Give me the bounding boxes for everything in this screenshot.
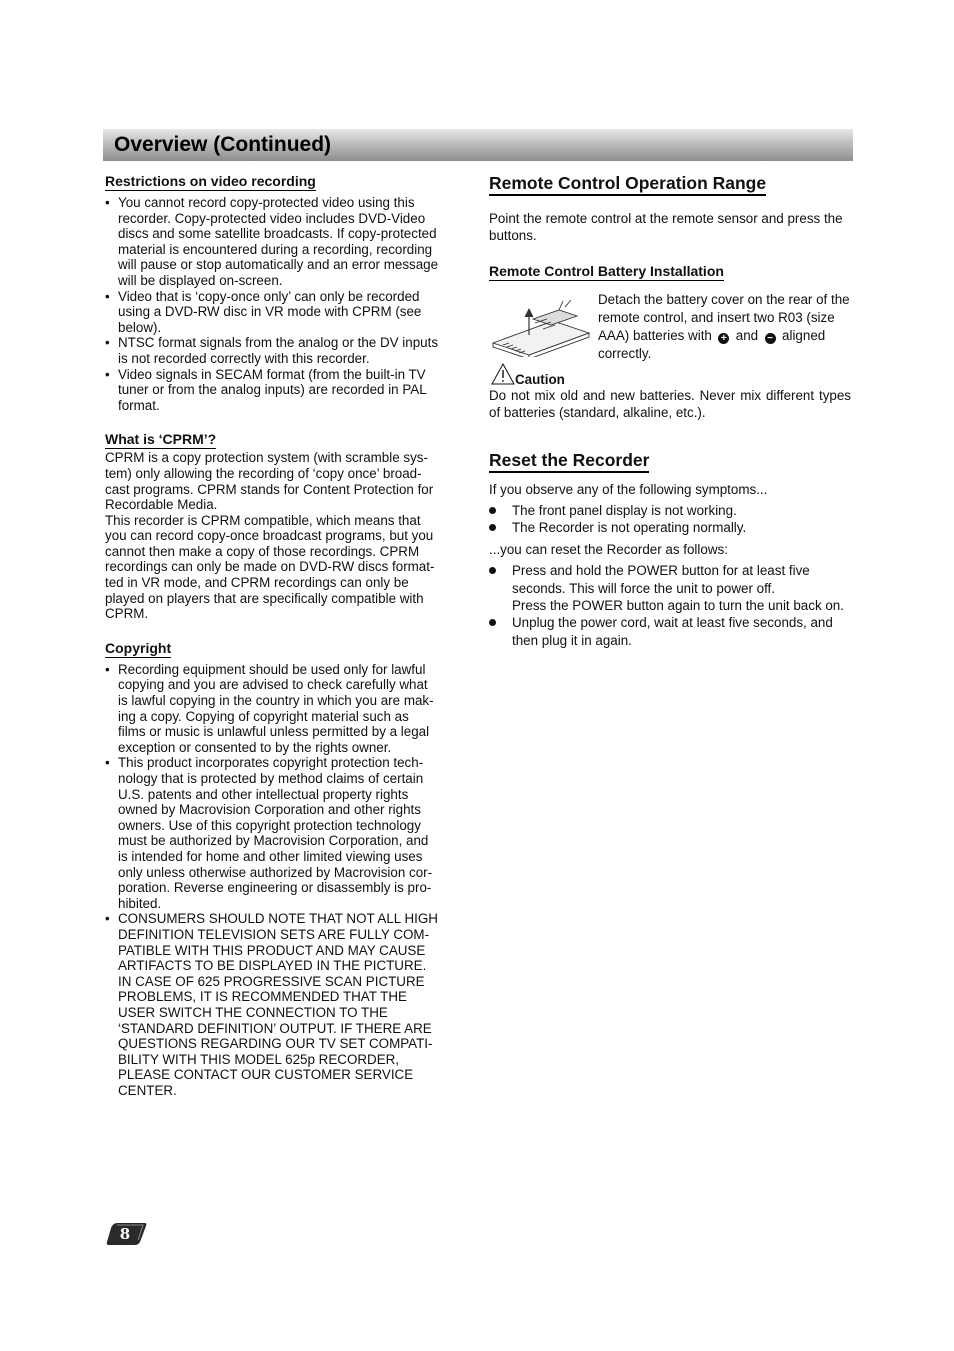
bullet-dot-icon [489,507,496,514]
restrictions-list [105,195,467,413]
text-line: below). [118,319,162,335]
symptom-text: The front panel display is not working. [512,503,737,519]
text-line: must be authorized by Macrovision Corporation, and [118,833,429,849]
and-word: and [735,327,759,343]
text-line: NTSC format signals from the analog or the DV inputs [118,335,439,351]
bullet-icon: • [105,911,110,927]
list-item [489,502,851,519]
list-item [105,335,467,366]
battery-text-start: Detach the battery cover on the rear of the remote control, and insert two R03 (size AAA) batteries with [598,291,850,343]
page-title: Overview (Continued) [114,133,332,156]
copyright-heading: Copyright [105,639,172,656]
symptoms-list [489,502,851,537]
text-line: films or music is unlawful unless permitted by a legal [118,724,430,740]
text-line: ‘STANDARD DEFINITION’ OUTPUT. IF THERE ARE [118,1020,432,1036]
list-item [105,367,467,414]
text-line: hibited. [118,895,162,911]
list-item [489,519,851,536]
text-line: ARTIFACTS TO BE DISPLAYED IN THE PICTURE. [118,958,427,974]
text-line: CPRM. [105,606,149,622]
battery-text-end: aligned correctly. [598,327,826,361]
text-line: discs and some satellite broadcasts. If copy-protected [118,226,437,242]
caution-label: Caution [515,371,565,387]
text-line: Recordable Media. [105,497,218,513]
text-line: played on players that are specifically compatible with [105,590,424,606]
text-line: QUESTIONS REGARDING OUR TV SET COMPATI- [118,1036,433,1052]
list-item [105,662,467,756]
text-line: material is encountered during a recording, recording [118,241,433,257]
list-item [105,911,467,1098]
bullet-icon: • [105,195,110,210]
text-line: only unless otherwise authorized by Macrovision cor- [118,864,433,880]
cprm-heading: What is ‘CPRM’? [105,431,217,448]
symptom-text: The Recorder is not operating normally. [512,520,747,536]
text-line: is not recorded correctly with this recorder. [118,350,370,366]
reset-intro: If you observe any of the following symptoms... [489,481,768,497]
step-text-continued: Press the POWER button again to turn the unit back on. [512,598,844,614]
text-line: CENTER. [118,1082,177,1098]
battery-text [598,291,852,363]
list-item [105,755,467,911]
bullet-dot-icon [489,619,496,626]
list-item [105,195,467,289]
list-item [489,614,851,649]
section-banner [103,129,853,161]
text-line: Video that is ‘copy-once only’ can only be recorded [118,288,420,304]
copyright-list [105,662,467,1099]
text-line: tem) only allowing the recording of ‘copy once’ broad- [105,465,422,481]
text-line: poration. Reverse engineering or disassembly is pro- [118,880,432,896]
text-line: This recorder is CPRM compatible, which means that [105,512,421,528]
minus-polarity-icon: − [765,333,776,344]
caution-text: Do not mix old and new batteries. Never mix different types of batteries (standard, alkaline, etc.). [489,387,851,421]
text-line: Video signals in SECAM format (from the built-in TV [118,366,426,382]
text-line: Recording equipment should be used only for lawful [118,661,426,677]
text-line: you can record copy-once broadcast programs, but you [105,528,434,544]
bullet-icon: • [105,755,110,771]
warning-triangle-icon [491,363,515,385]
text-line: nology that is protected by method claims of certain [118,771,424,786]
text-line: will be displayed on-screen. [118,272,283,288]
battery-heading: Remote Control Battery Installation [489,262,724,279]
bullet-icon: • [105,366,110,382]
page-number: 8 [119,1225,131,1243]
range-heading: Remote Control Operation Range [489,173,766,196]
step-text: Unplug the power cord, wait at least five seconds, and then plug it in again. [512,615,833,648]
text-line: BILITY WITH THIS MODEL 625p RECORDER, [118,1051,400,1067]
text-line: U.S. patents and other intellectual property rights [118,786,409,802]
text-line: using a DVD-RW disc in VR mode with CPRM (see [118,304,422,320]
text-line: ted in VR mode, and CPRM recordings can only be [105,575,409,591]
text-line: ing a copy. Copying of copyright material such as [118,708,409,724]
bullet-icon: • [105,288,110,304]
text-line: CPRM is a copy protection system (with scramble sys- [105,450,428,466]
text-line: This product incorporates copyright protection tech- [118,755,424,771]
text-line: DEFINITION TELEVISION SETS ARE FULLY COM- [118,926,430,942]
text-line: owned by Macrovision Corporation and other rights [118,802,421,818]
text-line: cannot then make a copy of those recordings. CPRM [105,543,420,559]
list-item [489,562,851,614]
remote-battery-illustration [489,299,593,357]
range-text: Point the remote control at the remote sensor and press the buttons. [489,211,843,244]
text-line: is intended for home and other limited viewing uses [118,848,423,864]
text-line: PATIBLE WITH THIS PRODUCT AND MAY CAUSE [118,942,426,958]
right-column [489,173,851,649]
text-line: recordings can only be made on DVD-RW discs format- [105,559,435,575]
text-line: PLEASE CONTACT OUR CUSTOMER SERVICE [118,1067,414,1083]
text-line: owners. Use of this copyright protection technology [118,817,421,833]
cprm-paragraph [105,450,467,622]
text-line: CONSUMERS SHOULD NOTE THAT NOT ALL HIGH [118,911,438,927]
text-line: cast programs. CPRM stands for Content Protection for [105,481,434,497]
list-item [105,289,467,336]
restrictions-heading: Restrictions on video recording [105,173,316,189]
text-line: PROBLEMS, IT IS RECOMMENDED THAT THE [118,989,407,1005]
battery-installation [489,291,851,363]
text-line: IN CASE OF 625 PROGRESSIVE SCAN PICTURE [118,973,425,989]
text-line: You cannot record copy-protected video using this [118,195,415,210]
reset-steps-list [489,562,851,649]
text-line: is lawful copying in the country in which you are mak- [118,693,434,709]
text-line: USER SWITCH THE CONNECTION TO THE [118,1004,388,1020]
left-column [105,173,467,1098]
reset-middle: ...you can reset the Recorder as follows: [489,541,728,557]
bullet-dot-icon [489,567,496,574]
bullet-icon: • [105,661,110,677]
text-line: tuner or from the analog inputs) are recorded in PAL [118,382,427,398]
text-line: will pause or stop automatically and an error message [118,257,439,273]
text-line: recorder. Copy-protected video includes DVD-Video [118,210,426,226]
bullet-icon: • [105,335,110,351]
bullet-dot-icon [489,524,496,531]
plus-polarity-icon: + [718,333,729,344]
caution-label-row [489,363,851,389]
text-line: format. [118,397,160,413]
reset-heading: Reset the Recorder [489,450,649,473]
text-line: exception or consented to by the rights owner. [118,739,392,755]
step-text: Press and hold the POWER button for at least five seconds. This will force the unit to power off. [512,563,810,596]
text-line: copying and you are advised to check carefully what [118,677,428,693]
